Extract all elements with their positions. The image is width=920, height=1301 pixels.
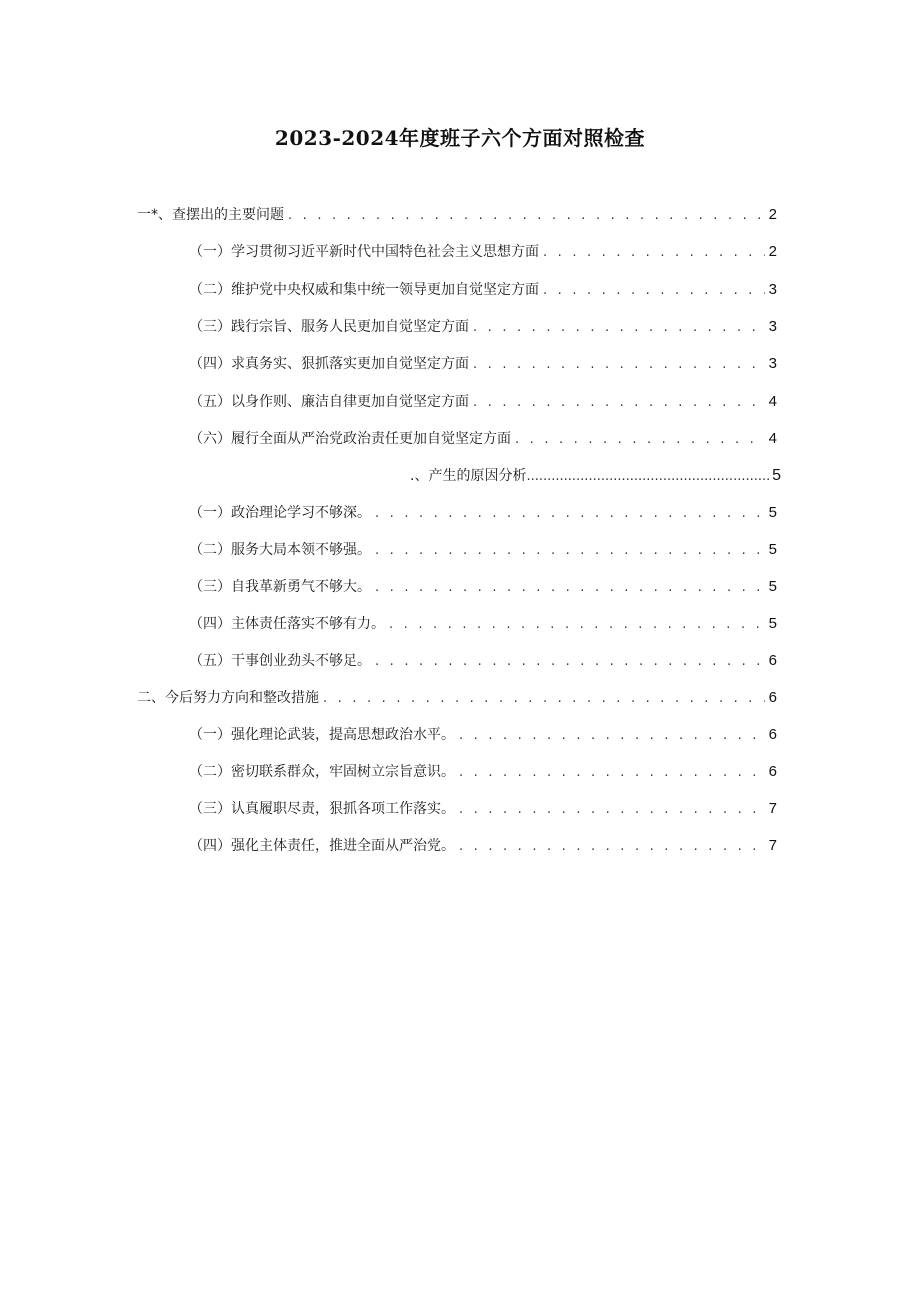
toc-entry[interactable] (189, 241, 777, 263)
toc-entry-label: （六）履行全面从严治党政治责任更加自觉坚定方面 (189, 431, 511, 447)
toc-page-number: 6 (768, 726, 777, 743)
toc-entry[interactable] (189, 613, 777, 635)
toc-entry-label: （五）干事创业劲头不够足。 (189, 653, 371, 669)
dot-leader (459, 799, 765, 821)
toc-entry-label: （三）自我革新勇气不够大。 (189, 579, 371, 595)
toc-entry[interactable] (189, 576, 777, 598)
toc-page-number: 6 (768, 689, 777, 706)
toc-entry[interactable] (189, 316, 777, 338)
toc-entry[interactable] (189, 724, 777, 746)
toc-entry-label: （三）认真履职尽责，狠抓各项工作落实。 (189, 801, 455, 817)
toc-entry-label: （二）密切联系群众，牢固树立宗旨意识。 (189, 764, 455, 780)
toc-page-number: 3 (768, 318, 777, 335)
toc-entry-label: .、产生的原因分析 (410, 468, 527, 484)
toc-entry[interactable] (189, 835, 777, 857)
toc-entry-label: （四）求真务实、狠抓落实更加自觉坚定方面 (189, 356, 469, 372)
toc-entry-label: （一）政治理论学习不够深。 (189, 505, 371, 521)
toc-page-number: 5 (768, 541, 777, 558)
toc-entry-label: （二）服务大局本领不够强。 (189, 542, 371, 558)
toc-entry-label: 二、今后努力方向和整改措施 (137, 690, 319, 706)
toc-entry-label: （一）学习贯彻习近平新时代中国特色社会主义思想方面 (189, 244, 539, 260)
toc-entry[interactable] (189, 428, 777, 450)
toc-entry-label: （五）以身作则、廉洁自律更加自觉坚定方面 (189, 394, 469, 410)
dot-leader (323, 688, 765, 710)
dot-leader (375, 540, 765, 562)
dot-leader (459, 762, 765, 784)
toc-entry[interactable] (189, 650, 777, 672)
dot-leader (375, 577, 765, 599)
toc-entry-label: （一）强化理论武装，提高思想政治水平。 (189, 727, 455, 743)
toc-page-number: 5 (772, 467, 781, 484)
dot-leader (543, 242, 765, 264)
dot-leader (473, 354, 765, 376)
dot-leader (389, 614, 765, 636)
toc-page-number: 6 (768, 763, 777, 780)
toc-page-number: 3 (768, 281, 777, 298)
toc-page-number: 7 (768, 800, 777, 817)
toc-page-number: 6 (768, 652, 777, 669)
toc-page-number: 2 (768, 206, 777, 223)
document-title: 2023-2024年度班子六个方面对照检查 (274, 126, 646, 150)
toc-page-number: 4 (768, 430, 777, 447)
toc-entry-label: 一*、查摆出的主要问题 (137, 207, 284, 223)
toc-entry-label: （四）主体责任落实不够有力。 (189, 616, 385, 632)
dot-leader (459, 725, 765, 747)
dot-leader (543, 280, 765, 302)
toc-entry[interactable] (137, 687, 777, 709)
dot-leader (459, 836, 765, 858)
dot-leader (515, 429, 765, 451)
toc-page-number: 5 (768, 615, 777, 632)
toc-page-number: 2 (768, 243, 777, 260)
toc-entry[interactable] (189, 502, 777, 524)
toc-page-number: 5 (768, 504, 777, 521)
dot-leader (375, 503, 765, 525)
toc-page-number: 4 (768, 393, 777, 410)
toc-entry-label: （三）践行宗旨、服务人民更加自觉坚定方面 (189, 319, 469, 335)
dot-leader (375, 651, 765, 673)
toc-entry[interactable] (189, 761, 777, 783)
toc-entry[interactable] (189, 798, 777, 820)
dot-leader (288, 205, 765, 227)
toc-entry[interactable] (189, 391, 777, 413)
dot-leader (473, 317, 765, 339)
toc-entry[interactable] (410, 465, 781, 487)
toc-entry[interactable] (189, 539, 777, 561)
toc-page-number: 5 (768, 578, 777, 595)
toc-entry-label: （二）维护党中央权威和集中统一领导更加自觉坚定方面 (189, 282, 539, 298)
toc-page-number: 7 (768, 837, 777, 854)
toc-entry[interactable] (137, 204, 777, 226)
toc-entry-label: （四）强化主体责任，推进全面从严治党。 (189, 838, 455, 854)
toc-page-number: 3 (768, 355, 777, 372)
toc-entry[interactable] (189, 279, 777, 301)
dot-leader (473, 392, 765, 414)
dot-leader (526, 466, 770, 488)
toc-entry[interactable] (189, 353, 777, 375)
